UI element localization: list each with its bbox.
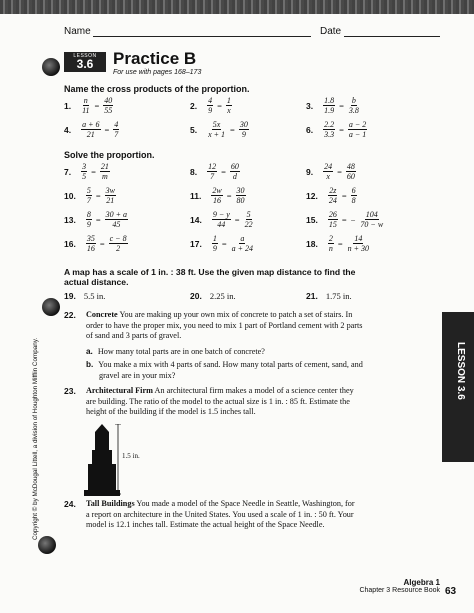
proportion-problem: 15. $\frac{26}{15}$ = − $\frac{104}{70 - w}$ (306, 210, 384, 229)
fraction: $\frac{30 + a}{45}$ (105, 210, 128, 229)
section-heading: Name the cross products of the proportion. (64, 84, 250, 94)
name-field[interactable] (64, 26, 311, 37)
lesson-badge: LESSON 3.6 (64, 52, 106, 72)
proportion-problem: 3. $\frac{1.8}{1.9}$ = $\frac{b}{3.8}$ (306, 96, 359, 115)
fraction: $\frac{12}{7}$ (208, 162, 217, 181)
fraction: $\frac{2w}{16}$ (212, 186, 222, 205)
fraction: $\frac{3w}{21}$ (105, 186, 115, 205)
proportion-problem: 11. $\frac{2w}{16}$ = $\frac{30}{80}$ (190, 186, 245, 205)
page-number: 63 (445, 586, 457, 597)
problem-22b: b. You make a mix with 4 parts of sand. How many total parts of cement, sand, and gravel are in your mix? (86, 360, 363, 380)
fraction: $\frac{b}{3.8}$ (348, 96, 359, 115)
fraction: $\frac{a + 6}{21}$ (82, 120, 100, 139)
binder-hole-icon (38, 536, 56, 554)
problem-22a: a. How many total parts are in one batch of concrete? (86, 347, 265, 356)
copyright-notice: Copyright © by McDougal Littell, a division of Houghton Mifflin Company. (32, 337, 39, 540)
fraction: $\frac{a}{a + 24}$ (231, 234, 254, 253)
proportion-problem: 7. $\frac{3}{5}$ = $\frac{21}{m}$ (64, 162, 109, 181)
building-model-figure (82, 424, 142, 500)
proportion-problem: 18. $\frac{2}{n}$ = $\frac{14}{n + 30}$ (306, 234, 370, 253)
section-heading: Solve the proportion. (64, 150, 155, 160)
proportion-problem: 13. $\frac{8}{9}$ = $\frac{30 + a}{45}$ (64, 210, 128, 229)
fraction: $\frac{1.8}{1.9}$ (324, 96, 335, 115)
page-title: Practice B (113, 49, 197, 68)
fraction: $\frac{5x}{x + 1}$ (208, 120, 226, 139)
section-heading: A map has a scale of 1 in. : 38 ft. Use the given map distance to find the actual distance. (64, 267, 356, 287)
page-footer (359, 578, 440, 594)
date-label: Date (320, 26, 342, 37)
chapter-label: Chapter 3 Resource Book (359, 587, 440, 594)
fraction: $\frac{4}{7}$ (114, 120, 119, 139)
fraction: $\frac{48}{60}$ (346, 162, 355, 181)
page-subtitle: For use with pages 168–173 (113, 69, 202, 76)
fraction: $\frac{1}{x}$ (226, 96, 231, 115)
fraction: $\frac{14}{n + 30}$ (347, 234, 370, 253)
fraction: $\frac{3}{5}$ (82, 162, 87, 181)
proportion-problem: 1. $\frac{n}{11}$ = $\frac{40}{55}$ (64, 96, 113, 115)
lesson-side-tab: LESSON 3.6 (442, 312, 474, 462)
fraction: $\frac{30}{9}$ (239, 120, 248, 139)
fraction: $\frac{30}{80}$ (236, 186, 245, 205)
proportion-problem: 8. $\frac{12}{7}$ = $\frac{60}{d}$ (190, 162, 239, 181)
fraction: $\frac{5}{22}$ (244, 210, 253, 229)
fraction: $\frac{4}{9}$ (208, 96, 213, 115)
book-title: Algebra 1 (403, 578, 440, 587)
proportion-problem: 16. $\frac{35}{16}$ = $\frac{c - 8}{2}$ (64, 234, 127, 253)
fraction: $\frac{60}{d}$ (230, 162, 239, 181)
fraction: $\frac{104}{70 - w}$ (360, 210, 384, 229)
fraction: $\frac{24}{x}$ (324, 162, 333, 181)
map-distance-problem: 21. 1.75 in. (306, 291, 352, 301)
map-distance-problem: 19. 5.5 in. (64, 291, 106, 301)
proportion-problem: 14. $\frac{9 - y}{44}$ = $\frac{5}{22}$ (190, 210, 253, 229)
fraction: $\frac{2}{n}$ (328, 234, 333, 253)
fraction: $\frac{a - 2}{a - 1}$ (348, 120, 367, 139)
fraction: $\frac{c - 8}{2}$ (109, 234, 127, 253)
fraction: $\frac{26}{15}$ (328, 210, 337, 229)
fraction: $\frac{40}{55}$ (104, 96, 113, 115)
fraction: $\frac{n}{11}$ (82, 96, 90, 115)
map-distance-problem: 20. 2.25 in. (190, 291, 236, 301)
fraction: $\frac{35}{16}$ (86, 234, 95, 253)
fraction: $\frac{9 - y}{44}$ (212, 210, 230, 229)
fraction: $\frac{1}{9}$ (212, 234, 217, 253)
proportion-problem: 6. $\frac{2.2}{3.3}$ = $\frac{a - 2}{a - 1}$ (306, 120, 367, 139)
figure-height-label: 1.5 in. (122, 452, 140, 460)
proportion-problem: 2. $\frac{4}{9}$ = $\frac{1}{x}$ (190, 96, 231, 115)
fraction: $\frac{8}{9}$ (86, 210, 91, 229)
scan-edge (0, 0, 474, 14)
proportion-problem: 4. $\frac{a + 6}{21}$ = $\frac{4}{7}$ (64, 120, 119, 139)
proportion-problem: 5. $\frac{5x}{x + 1}$ = $\frac{30}{9}$ (190, 120, 248, 139)
name-label: Name (64, 26, 91, 37)
fraction: $\frac{5}{7}$ (86, 186, 91, 205)
proportion-problem: 17. $\frac{1}{9}$ = $\frac{a}{a + 24}$ (190, 234, 254, 253)
fraction: $\frac{2.2}{3.3}$ (324, 120, 335, 139)
fraction: $\frac{2z}{24}$ (328, 186, 337, 205)
date-field[interactable] (320, 26, 440, 37)
proportion-problem: 9. $\frac{24}{x}$ = $\frac{48}{60}$ (306, 162, 355, 181)
binder-hole-icon (42, 298, 60, 316)
worksheet-page: Name Date LESSON 3.6 Practice B For use with pages 168–173 Name the cross products of the proportion. 1. $\frac{n}{11}$ = $\frac{40}{55}$ 2. $\frac{4}{9}$ = $\frac{1}{x}$ 3. $\frac{1.8}{1.9}$ = $\frac{b}{3.8}$ 4. $\frac{a + 6}{21}$ = $\frac{4}{7}$ 5. $\frac{5x}{x + 1}$ = $\frac{30}{9}$ 6. $\frac{2.2}{3.3}$ = $\frac{a - 2}{a - 1}$ Solve the proportion. 7. $\frac{3}{5}$ = $\frac{21}{m}$ 8. $\frac{12}{7}$ = $\frac{60}{d}$ 9. $\frac{24}{x}$ = $\frac{48}{60}$ 10. $\frac{5}{7}$ = $\frac{3w}{21}$ 11. $\frac{2w}{16}$ = $\frac{30}{80}$ 12. $\frac{2z}{24}$ = $\frac{6}{8}$ 13. $\frac{8}{9}$ = $\frac{30 + a}{45}$ 14. $\frac{9 - y}{44}$ = $\frac{5}{22}$ 15. $\frac{26}{15}$ = − $\frac{104}{70 - w}$ 16. $\frac{35}{16}$ = $\frac{c - 8}{2}$ 17. $\frac{1}{9}$ = $\frac{a}{a + 24}$ 18. $\frac{2}{n}$ = $\frac{14}{n + 30}$ A map has a scale of 1 in. : 38 ft. Use the given map distance to find the actual distance. 19. 5.5 in. 20. 2.25 in. 21. 1.75 in. 22. Concrete You are making up your own mix of concrete to patch a set of stairs. In order to have the proper mix, you need to mix 1 part of Portland cement with 2 parts of sand and 3 parts of gravel. a. How many total parts are in one batch of concrete? b. You make a mix with 4 parts of sand. How many total parts of cement, sand, and gravel are in your mix? 23. Architectural Firm An architectural firm makes a model of a science center they are building. The ratio of the model to the actual size is 1 in. : 85 ft. Estimate the height of the building if the model is 1.5 inches tall. 1.5 in. 24. Tall Buildings You made a model of the Space Needle in Seattle, Washington, for a report on architecture in the United States. You used a scale of 1 in. : 50 ft. Your model is 12.1 inches tall. Estimate the actual height of the Space Needle. LESSON 3.6 Copyright © by McDougal Littell, a division of Houghton Mifflin Company. Algebra 1 Chapter 3 Resource Book 63 (0, 0, 474, 613)
fraction: $\frac{6}{8}$ (351, 186, 356, 205)
proportion-problem: 10. $\frac{5}{7}$ = $\frac{3w}{21}$ (64, 186, 115, 205)
fraction: $\frac{21}{m}$ (100, 162, 109, 181)
proportion-problem: 12. $\frac{2z}{24}$ = $\frac{6}{8}$ (306, 186, 356, 205)
binder-hole-icon (42, 58, 60, 76)
